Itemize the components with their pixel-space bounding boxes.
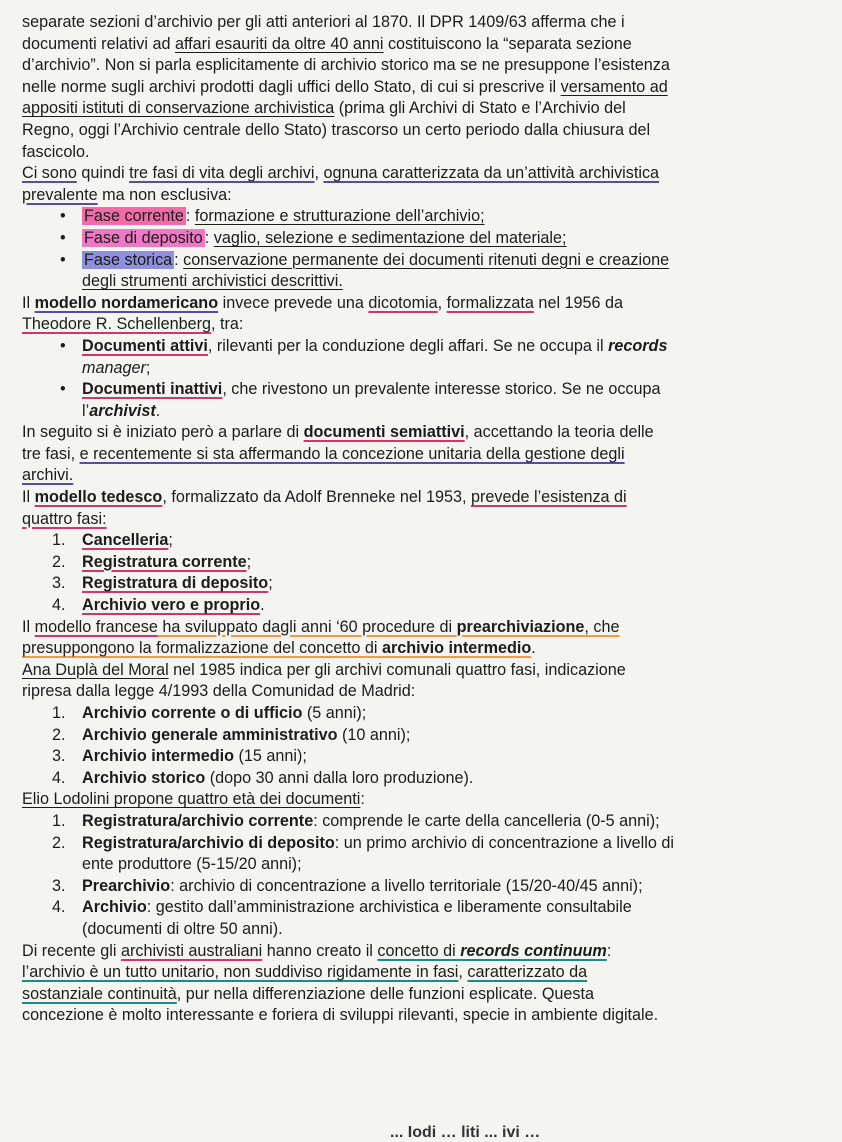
bold-term: Registratura di deposito	[82, 574, 269, 593]
italic-term: records	[608, 336, 668, 355]
text-span: : comprende le carte della cancelleria (0-5 anni);	[313, 811, 660, 830]
text-span: nel 1956 da	[533, 293, 624, 312]
text-span: ,	[314, 164, 324, 183]
bold-term: archivio intermedio	[381, 639, 532, 658]
underlined-phrase: prevalente	[22, 185, 98, 204]
numbered-item	[22, 746, 828, 768]
text-span: (10 anni);	[337, 725, 411, 744]
underlined-phrase: Ci sono	[22, 164, 77, 183]
text-span: (prima gli Archivi di Stato e l’Archivio del	[334, 99, 626, 118]
bold-term: Archivio vero e proprio	[82, 596, 261, 615]
text-line	[22, 142, 828, 164]
text-line	[22, 444, 828, 466]
text-line	[22, 962, 828, 984]
underlined-phrase: conservazione permanente dei documenti ritenuti degni e creazione	[183, 250, 670, 269]
list-number: 4.	[52, 898, 66, 917]
text-span: .	[260, 596, 265, 615]
bold-term: prearchiviazione	[456, 617, 585, 636]
bullet-dot: •	[60, 207, 66, 226]
bold-term: Documenti attivi	[82, 336, 208, 355]
text-line	[22, 163, 828, 185]
text-span: Regno, oggi l’Archivio centrale dello Stato) trascorso un certo periodo dalla chiusura del	[22, 120, 651, 139]
text-span: ripresa dalla legge 4/1993 della Comunidad de Madrid:	[22, 682, 416, 701]
text-span: concezione è molto interessante e foriera di sviluppi rilevanti, specie in ambiente digitale.	[22, 1006, 659, 1025]
highlighted-term: Fase storica	[84, 250, 173, 269]
bullet-item	[22, 228, 828, 250]
numbered-continuation	[22, 854, 828, 876]
text-span: : gestito dall’amministrazione archivistica e liberamente consultabile	[146, 898, 632, 917]
bold-term: Registratura corrente	[82, 552, 247, 571]
text-line	[22, 638, 828, 660]
text-span: (5 anni);	[302, 704, 367, 722]
text-line	[22, 77, 828, 99]
numbered-continuation	[22, 919, 828, 941]
text-line	[22, 941, 828, 963]
numbered-item	[22, 530, 828, 552]
underlined-phrase: appositi istituti di conservazione archivistica	[22, 99, 335, 118]
text-span: ;	[168, 531, 173, 550]
text-span: :	[606, 941, 612, 960]
bullet-dot: •	[60, 228, 66, 247]
text-span: , formalizzato da Adolf Brenneke nel 1953,	[162, 488, 471, 507]
text-span: Il	[22, 617, 35, 636]
text-span: :	[185, 207, 195, 226]
underlined-phrase: e recentemente si sta affermando la concezione unitaria della gestione degli	[79, 444, 625, 463]
bullet-item	[22, 336, 828, 358]
list-number: 3.	[52, 876, 66, 895]
text-line	[22, 660, 828, 682]
text-line	[22, 465, 828, 487]
text-span: Il	[22, 488, 35, 507]
text-span: , che rivestono un prevalente interesse storico. Se ne occupa	[222, 380, 661, 399]
numbered-item	[22, 811, 828, 833]
underlined-phrase: versamento ad	[560, 77, 668, 96]
bullet-continuation	[22, 358, 828, 380]
underlined-phrase: vaglio, selezione e sedimentazione del materiale;	[213, 228, 567, 247]
bold-term: modello nordamericano	[34, 293, 219, 312]
text-line	[22, 509, 828, 531]
numbered-item	[22, 768, 828, 790]
text-span: (documenti di oltre 50 anni).	[82, 919, 283, 938]
numbered-item	[22, 876, 828, 898]
bold-term: Archivio corrente o di ufficio	[82, 704, 303, 722]
text-span: , tra:	[210, 315, 244, 334]
text-span: , pur nella differenziazione delle funzioni esplicate. Questa	[176, 984, 595, 1003]
numbered-item	[22, 833, 828, 855]
bullet-item	[22, 206, 828, 228]
text-span: :	[360, 790, 365, 809]
list-number: 1.	[52, 704, 66, 722]
bullet-dot: •	[60, 380, 66, 399]
bullet-continuation	[22, 401, 828, 423]
bold-term: Archivio generale amministrativo	[82, 725, 338, 744]
italic-term: records continuum	[460, 941, 607, 960]
underlined-phrase: archivisti australiani	[120, 941, 263, 960]
bold-term: Prearchivio	[82, 876, 171, 895]
text-line	[22, 422, 828, 444]
text-span: quindi	[76, 164, 130, 183]
text-span: ,	[437, 293, 447, 312]
text-line	[22, 314, 828, 336]
text-span: fascicolo.	[22, 142, 90, 161]
underlined-phrase: presuppongono la formalizzazione del concetto di	[22, 639, 382, 658]
underlined-phrase: l’archivio è un tutto unitario, non suddiviso rigidamente in fasi	[22, 963, 459, 982]
text-span: ente produttore (5-15/20 anni);	[82, 855, 302, 874]
underlined-phrase: prevede l’esistenza di	[470, 488, 627, 507]
bullet-item	[22, 250, 828, 272]
underlined-phrase: , che	[584, 617, 620, 636]
underlined-phrase: Ana Duplà del Moral	[22, 660, 169, 679]
text-span: l’	[82, 401, 90, 420]
bold-term: Archivio intermedio	[82, 747, 235, 766]
bold-term: Registratura/archivio corrente	[82, 811, 314, 830]
text-span: costituiscono la “separata sezione	[383, 34, 632, 53]
text-span: separate sezioni d’archivio per gli atti anteriori al 1870. Il DPR 1409/63 afferma che i	[22, 13, 625, 31]
text-line	[22, 98, 828, 120]
underlined-phrase: ha sviluppato dagli anni ‘60 procedure di	[157, 617, 457, 636]
text-line	[22, 789, 828, 811]
text-span: .	[531, 639, 536, 658]
list-number: 3.	[52, 747, 66, 766]
underlined-phrase: formazione e strutturazione dell’archivio;	[194, 207, 485, 226]
numbered-item	[22, 573, 828, 595]
bold-term: Archivio	[82, 898, 147, 917]
text-line	[22, 1005, 828, 1027]
underlined-phrase: formalizzata	[446, 293, 534, 312]
text-span: , accettando la teoria delle	[464, 423, 654, 442]
numbered-item	[22, 897, 828, 919]
text-span: documenti relativi ad	[22, 34, 175, 53]
underlined-phrase: sostanziale continuità	[22, 984, 177, 1003]
underlined-phrase: modello francese	[34, 617, 158, 636]
cut-off-heading: ... Iodi … liti ... ivi …	[390, 1124, 541, 1141]
bullet-item	[22, 379, 828, 401]
underlined-phrase: dicotomia	[368, 293, 438, 312]
underlined-phrase: archivi.	[22, 466, 74, 485]
text-span: ;	[246, 552, 252, 571]
text-span: ,	[458, 963, 468, 982]
text-line	[22, 293, 828, 315]
list-number: 2.	[52, 833, 66, 852]
italic-term: manager	[82, 358, 146, 377]
underlined-phrase: caratterizzato da	[467, 963, 588, 982]
text-span: : archivio di concentrazione a livello territoriale (15/20-40/45 anni);	[170, 876, 643, 895]
numbered-item	[22, 725, 828, 747]
bullet-dot: •	[60, 336, 66, 355]
bold-term: Registratura/archivio di deposito	[82, 833, 335, 852]
list-number: 2.	[52, 725, 66, 744]
underlined-phrase: ognuna caratterizzata da un’attività archivistica	[323, 164, 660, 183]
text-span: :	[174, 250, 184, 269]
bold-term: documenti semiattivi	[303, 423, 465, 442]
underlined-phrase: degli strumenti archivistici descrittivi.	[82, 272, 343, 291]
text-span: .	[155, 401, 161, 420]
text-span: , rilevanti per la conduzione degli affari. Se ne occupa il	[207, 336, 609, 355]
list-number: 1.	[52, 531, 66, 550]
list-number: 3.	[52, 574, 66, 593]
text-line	[22, 34, 828, 56]
highlighted-term: Fase di deposito	[84, 228, 203, 247]
numbered-item	[22, 595, 828, 617]
text-span: : un primo archivio di concentrazione a livello di	[334, 833, 674, 852]
underlined-phrase: Elio Lodolini propone quattro età dei documenti	[22, 790, 361, 809]
text-span: Di recente gli	[22, 941, 121, 960]
bold-term: Archivio storico	[82, 768, 206, 787]
text-span: (15 anni);	[234, 747, 307, 766]
text-span: ;	[268, 574, 273, 593]
numbered-item	[22, 552, 828, 574]
text-span: In seguito si è iniziato però a parlare di	[22, 423, 304, 442]
list-number: 1.	[52, 811, 66, 830]
bold-term: Cancelleria	[82, 531, 169, 550]
bullet-continuation	[22, 271, 828, 293]
text-span: Il	[22, 293, 35, 312]
italic-term: archivist	[89, 401, 156, 420]
text-span: nelle norme sugli archivi prodotti dagli uffici dello Stato, di cui si prescrive il	[22, 77, 561, 96]
underlined-phrase: affari esauriti da oltre 40 anni	[174, 34, 384, 53]
text-line	[22, 185, 828, 207]
text-span: :	[204, 228, 214, 247]
underlined-phrase: concetto di	[377, 941, 461, 960]
list-number: 4.	[52, 596, 66, 615]
text-line	[22, 55, 828, 77]
underlined-phrase: tre fasi di vita degli archivi	[129, 164, 315, 183]
underlined-phrase: Theodore R. Schellenberg	[22, 315, 211, 334]
text-span: (dopo 30 anni dalla loro produzione).	[205, 768, 474, 787]
text-span: invece prevede una	[218, 293, 369, 312]
bold-term: modello tedesco	[34, 488, 163, 507]
text-line	[22, 681, 828, 703]
list-number: 4.	[52, 768, 66, 787]
text-span: ma non esclusiva:	[97, 185, 232, 204]
text-span: hanno creato il	[262, 941, 378, 960]
text-line	[22, 120, 828, 142]
text-line	[22, 12, 828, 34]
text-span: tre fasi,	[22, 444, 80, 463]
text-line	[22, 984, 828, 1006]
numbered-item	[22, 703, 828, 725]
text-span: ;	[145, 358, 151, 377]
list-number: 2.	[52, 552, 66, 571]
bold-term: Documenti inattivi	[82, 380, 223, 399]
bullet-dot: •	[60, 250, 66, 269]
underlined-phrase: quattro fasi:	[22, 509, 107, 528]
text-span: d’archivio”. Non si parla esplicitamente di archivio storico ma se ne presuppone l’esistenza	[22, 56, 670, 75]
text-line	[22, 617, 828, 639]
text-span: nel 1985 indica per gli archivi comunali quattro fasi, indicazione	[168, 660, 626, 679]
text-line	[22, 487, 828, 509]
highlighted-term: Fase corrente	[84, 207, 184, 226]
